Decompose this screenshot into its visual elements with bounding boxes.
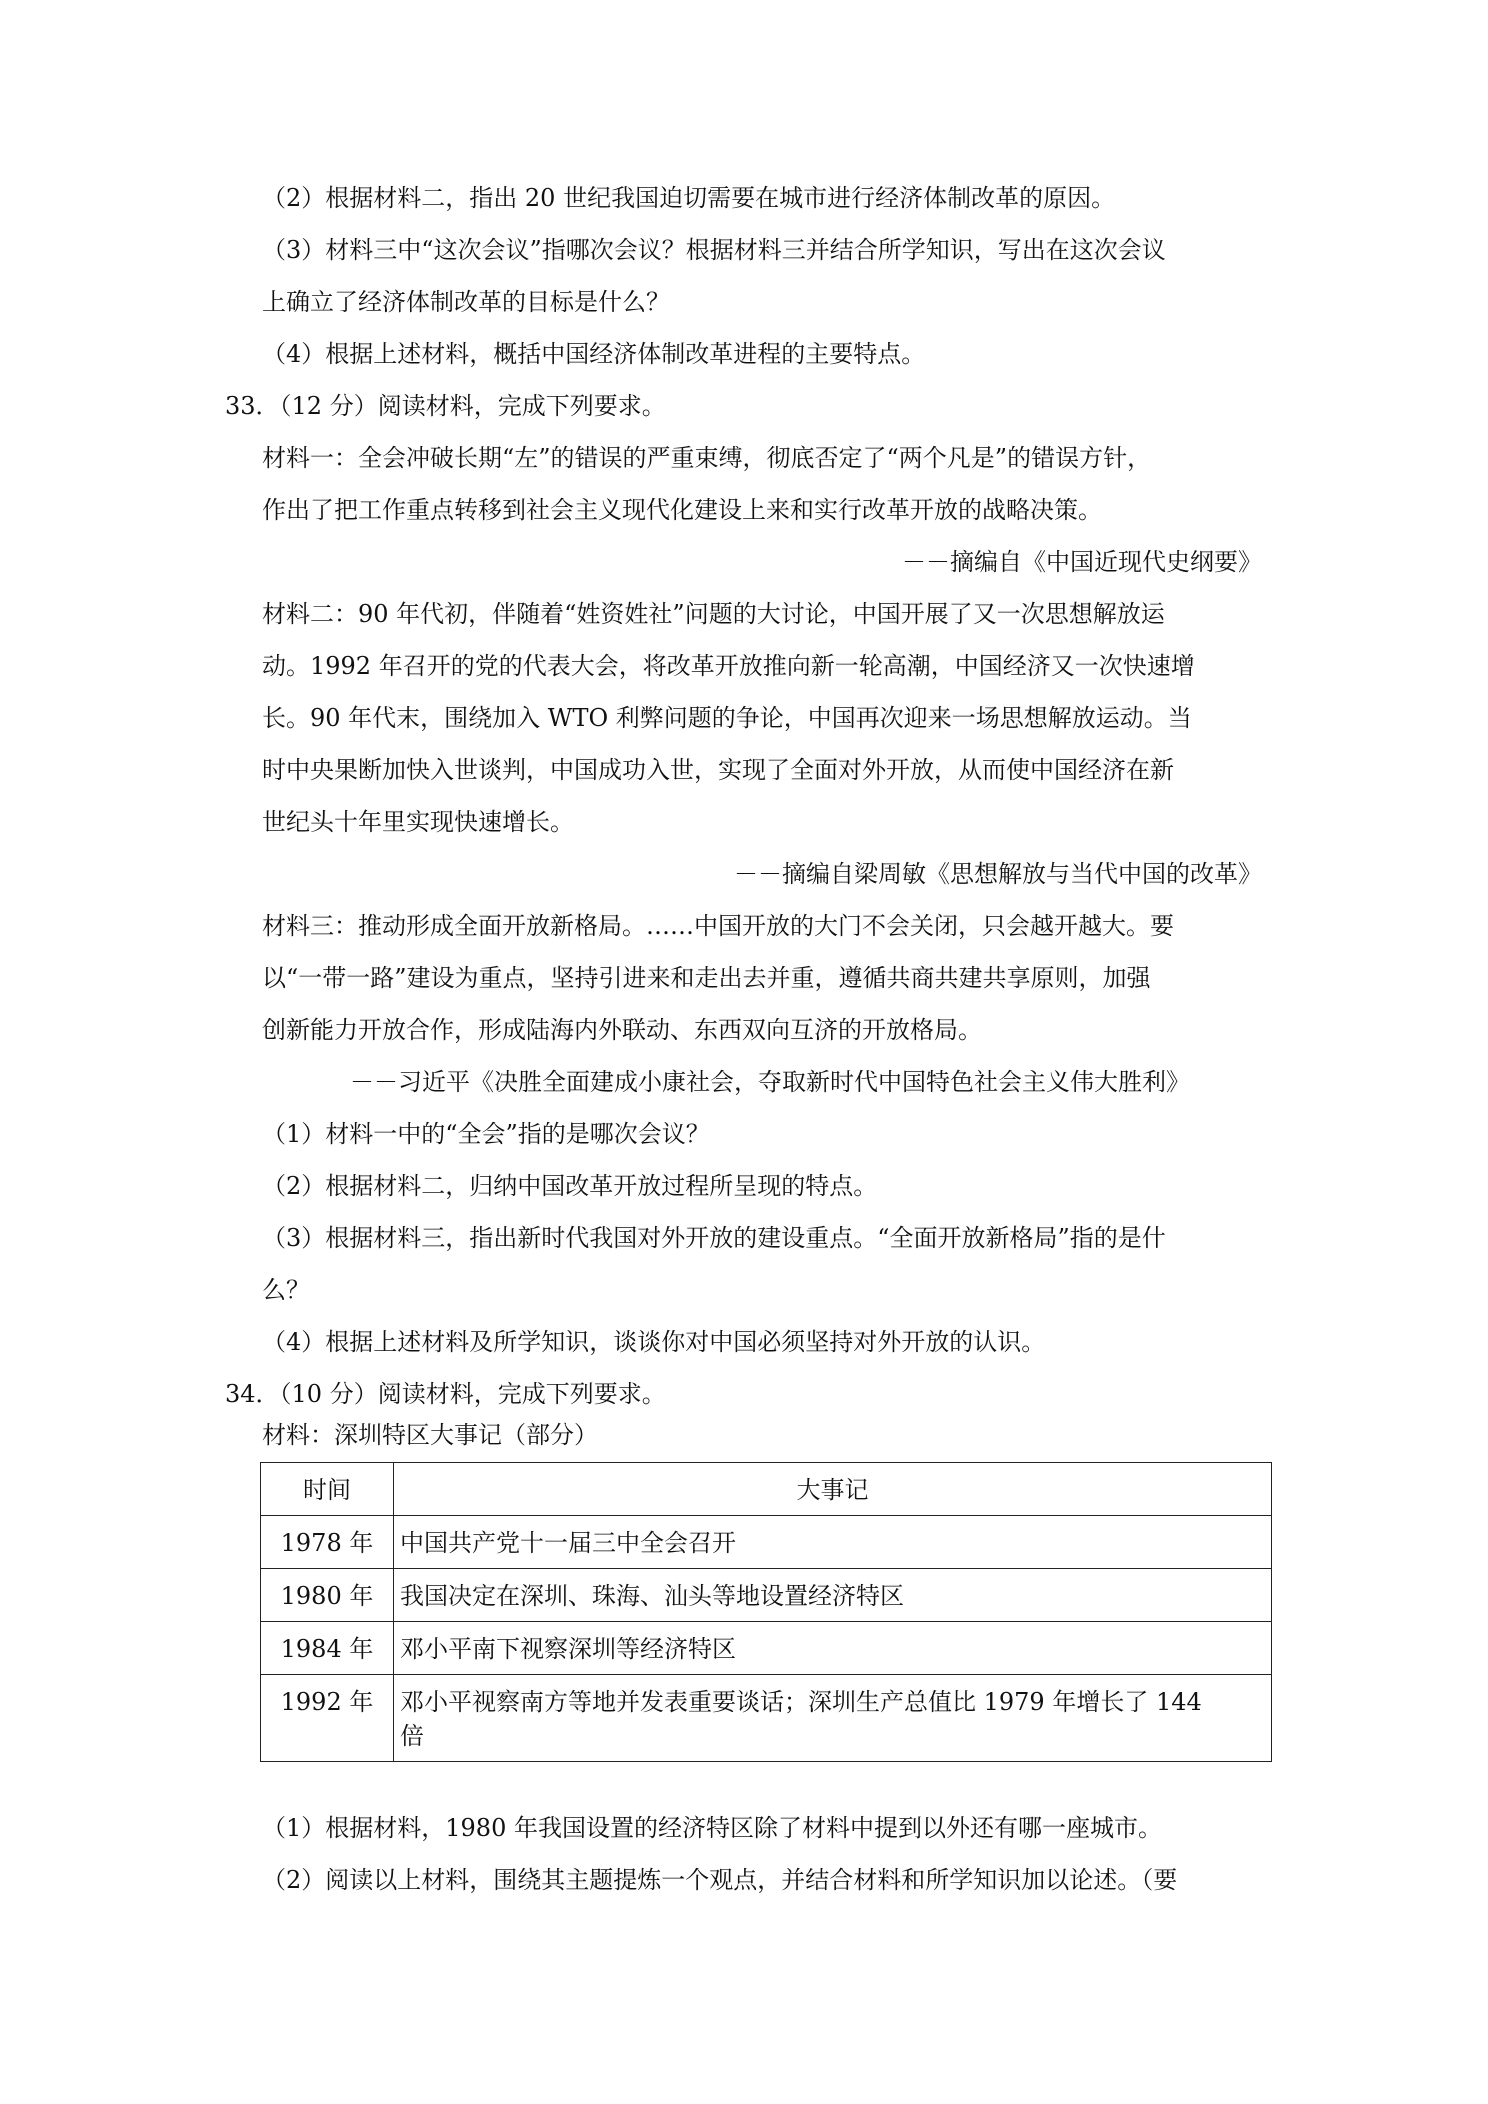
- q33-material3-line3: 创新能力开放合作，形成陆海内外联动、东西双向互济的开放格局。: [262, 1016, 982, 1044]
- q34-question-1: （1）根据材料，1980 年我国设置的经济特区除了材料中提到以外还有哪一座城市。: [262, 1814, 1162, 1842]
- q33-material2-line2: 动。1992 年召开的党的代表大会，将改革开放推向新一轮高潮，中国经济又一次快速增: [262, 652, 1195, 680]
- q32-question-3-line1: （3）材料三中“这次会议”指哪次会议？根据材料三并结合所学知识，写出在这次会议: [262, 236, 1166, 264]
- q33-material2-line3: 长。90 年代末，围绕加入 WTO 利弊问题的争论，中国再次迎来一场思想解放运动。当: [262, 704, 1192, 732]
- q33-material2-line1: 材料二：90 年代初，伴随着“姓资姓社”问题的大讨论，中国开展了又一次思想解放运: [262, 600, 1165, 628]
- table-cell-event-line2: 倍: [400, 1722, 424, 1750]
- q34-material-title: 材料：深圳特区大事记（部分）: [262, 1421, 598, 1449]
- table-cell-year: 1992 年: [261, 1675, 394, 1762]
- q33-material1-line2: 作出了把工作重点转移到社会主义现代化建设上来和实行改革开放的战略决策。: [262, 496, 1102, 524]
- q33-question-3-line1: （3）根据材料三，指出新时代我国对外开放的建设重点。“全面开放新格局”指的是什: [262, 1224, 1166, 1252]
- q33-material1-line1: 材料一：全会冲破长期“左”的错误的严重束缚，彻底否定了“两个凡是”的错误方针，: [262, 444, 1152, 472]
- q33-material2-line5: 世纪头十年里实现快速增长。: [262, 808, 574, 836]
- q32-question-2: （2）根据材料二，指出 20 世纪我国迫切需要在城市进行经济体制改革的原因。: [262, 184, 1116, 212]
- q32-question-3-line2: 上确立了经济体制改革的目标是什么？: [262, 288, 670, 316]
- table-cell-event: 中国共产党十一届三中全会召开: [394, 1516, 1272, 1569]
- table-row: [261, 1675, 1272, 1762]
- table-header-time: 时间: [261, 1463, 394, 1516]
- q33-material3-source: －－习近平《决胜全面建成小康社会，夺取新时代中国特色社会主义伟大胜利》: [350, 1068, 1190, 1096]
- q33-material2-line4: 时中央果断加快入世谈判，中国成功入世，实现了全面对外开放，从而使中国经济在新: [262, 756, 1174, 784]
- q33-question-3-line2: 么？: [262, 1276, 310, 1304]
- table-cell-event: 邓小平南下视察深圳等经济特区: [394, 1622, 1272, 1675]
- table-row: [261, 1569, 1272, 1622]
- table-row: [261, 1622, 1272, 1675]
- table-cell-year: 1984 年: [261, 1622, 394, 1675]
- q34-question-2: （2）阅读以上材料，围绕其主题提炼一个观点，并结合材料和所学知识加以论述。（要: [262, 1866, 1178, 1894]
- table-cell-event: [394, 1675, 1272, 1762]
- q34-header: 34．（10 分）阅读材料，完成下列要求。: [225, 1380, 666, 1408]
- table-row: [261, 1516, 1272, 1569]
- q33-material3-line2: 以“一带一路”建设为重点，坚持引进来和走出去并重，遵循共商共建共享原则，加强: [262, 964, 1151, 992]
- q33-material2-source: －－摘编自梁周敏《思想解放与当代中国的改革》: [734, 860, 1262, 888]
- table-cell-year: 1980 年: [261, 1569, 394, 1622]
- q33-material3-line1: 材料三：推动形成全面开放新格局。……中国开放的大门不会关闭，只会越开越大。要: [262, 912, 1174, 940]
- table-header-row: [261, 1463, 1272, 1516]
- table-cell-event: 我国决定在深圳、珠海、汕头等地设置经济特区: [394, 1569, 1272, 1622]
- table-header-event: 大事记: [394, 1463, 1272, 1516]
- q33-question-4: （4）根据上述材料及所学知识，谈谈你对中国必须坚持对外开放的认识。: [262, 1328, 1046, 1356]
- shenzhen-events-table: [260, 1462, 1272, 1762]
- q33-question-2: （2）根据材料二，归纳中国改革开放过程所呈现的特点。: [262, 1172, 878, 1200]
- q33-header: 33．（12 分）阅读材料，完成下列要求。: [225, 392, 666, 420]
- q32-question-4: （4）根据上述材料，概括中国经济体制改革进程的主要特点。: [262, 340, 926, 368]
- table-cell-year: 1978 年: [261, 1516, 394, 1569]
- q33-material1-source: －－摘编自《中国近现代史纲要》: [902, 548, 1262, 576]
- q33-question-1: （1）材料一中的“全会”指的是哪次会议？: [262, 1120, 710, 1148]
- table-cell-event-line1: 邓小平视察南方等地并发表重要谈话；深圳生产总值比 1979 年增长了 144: [400, 1688, 1202, 1716]
